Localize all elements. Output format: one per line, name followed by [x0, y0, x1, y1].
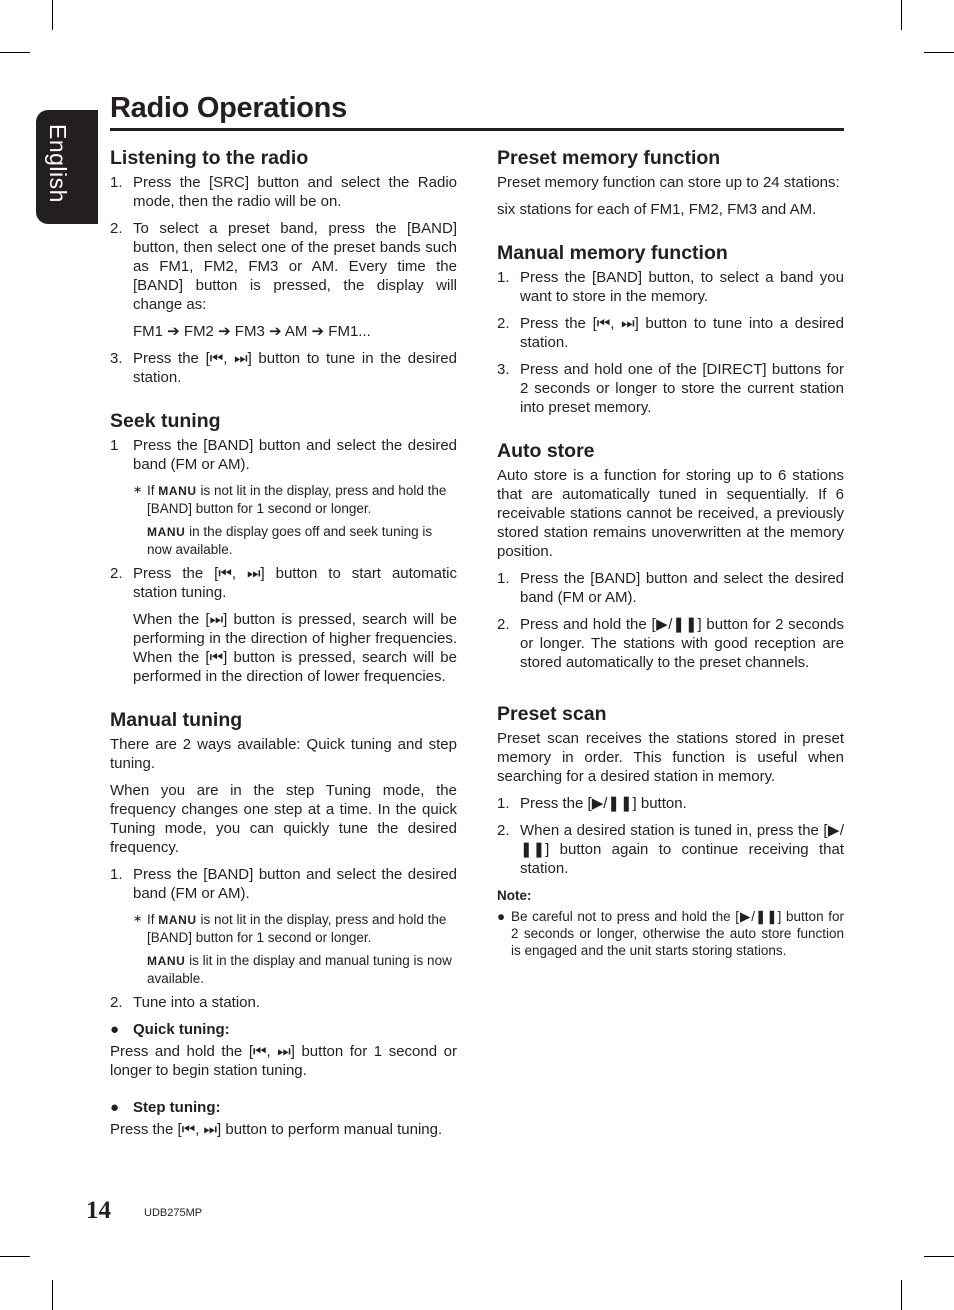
- paragraph: six stations for each of FM1, FM2, FM3 and AM.: [497, 201, 817, 218]
- manu-indicator: MANU: [158, 913, 197, 927]
- asterisk-note: ∗ If MANU is not lit in the display, press and hold the [BAND] button for 1 second or longer.: [133, 912, 447, 945]
- manu-indicator: MANU: [158, 484, 197, 498]
- right-column: [497, 146, 844, 959]
- bullet-icon: ●: [110, 1099, 120, 1116]
- section-heading: Manual memory function: [497, 242, 728, 264]
- asterisk-note-continued: MANU is lit in the display and manual tuning is now available.: [147, 953, 452, 986]
- list-item: 3. Press the [⏮, ⏭] button to tune in the desired station.: [110, 350, 457, 386]
- language-tab-label: English: [45, 124, 71, 203]
- section-preset-scan: [497, 702, 844, 959]
- manu-indicator: MANU: [147, 525, 186, 539]
- list-item: 1 Press the [BAND] button and select the desired band (FM or AM).: [110, 437, 457, 473]
- list-item: 3. Press and hold one of the [DIRECT] buttons for 2 seconds or longer to store the current station into preset memory.: [497, 361, 844, 416]
- section-heading: Auto store: [497, 440, 595, 462]
- list-item: 2. Tune into a station.: [110, 994, 261, 1011]
- section-heading: Preset memory function: [497, 147, 721, 169]
- section-heading: Seek tuning: [110, 410, 221, 432]
- crop-mark: [924, 52, 954, 53]
- section-auto-store: [497, 439, 844, 672]
- list-item: 2. Press and hold the [▶/❚❚] button for 2 seconds or longer. The stations with good reception are stored automatically to the preset channels.: [497, 616, 844, 671]
- list-item: 2. Press the [⏮, ⏭] button to tune into a desired station.: [497, 315, 844, 351]
- crop-mark: [901, 0, 902, 30]
- note: ● Be careful not to press and hold the [▶/❚❚] button for 2 seconds or longer, otherwise the auto store function is engaged and the unit starts storing stations.: [497, 909, 844, 958]
- asterisk-note: ∗ If MANU is not lit in the display, press and hold the [BAND] button for 1 second or longer.: [133, 483, 447, 516]
- list-item: 2. Press the [⏮, ⏭] button to start automatic station tuning.: [110, 565, 457, 601]
- list-item: 2. To select a preset band, press the [BAND] button, then select one of the preset bands such as FM1, FM2, FM3 or AM. Every time the [BAND] button is pressed, the display will change as:: [110, 220, 457, 313]
- note-label: Note:: [497, 888, 532, 903]
- title-rule: [110, 128, 844, 131]
- bullet-icon: ●: [497, 909, 506, 924]
- section-heading: Preset scan: [497, 703, 607, 725]
- asterisk-note-continued: MANU in the display goes off and seek tuning is now available.: [147, 524, 433, 557]
- crop-mark: [52, 1280, 53, 1310]
- list-item: 1. Press the [BAND] button and select the desired band (FM or AM).: [110, 866, 457, 902]
- band-cycle: FM1 ➔ FM2 ➔ FM3 ➔ AM ➔ FM1...: [133, 323, 371, 340]
- section-seek: [110, 409, 457, 686]
- crop-mark: [52, 0, 53, 30]
- list-item: 1. Press the [BAND] button, to select a band you want to store in the memory.: [497, 269, 844, 305]
- page-number: 14: [86, 1197, 111, 1224]
- section-listening: [110, 146, 457, 387]
- subheading-step-tuning: ● Step tuning:: [110, 1099, 221, 1116]
- crop-mark: [0, 52, 30, 53]
- paragraph: Press the [⏮, ⏭] button to perform manual tuning.: [110, 1121, 443, 1138]
- paragraph: Preset memory function can store up to 24 stations:: [497, 174, 840, 191]
- list-item: 1. Press the [SRC] button and select the Radio mode, then the radio will be on.: [110, 174, 457, 210]
- page-title: Radio Operations: [110, 92, 347, 124]
- list-item: 2. When a desired station is tuned in, press the [▶/❚❚] button again to continue receiving that station.: [497, 822, 844, 877]
- left-column: [110, 146, 457, 1147]
- paragraph: There are 2 ways available: Quick tuning and step tuning.: [110, 736, 457, 772]
- subheading-quick-tuning: ● Quick tuning:: [110, 1021, 230, 1038]
- paragraph: Press and hold the [⏮, ⏭] button for 1 second or longer to begin station tuning.: [110, 1043, 457, 1079]
- section-manual-tuning: [110, 708, 457, 1139]
- bullet-icon: ●: [110, 1021, 120, 1038]
- section-preset-memory: [497, 146, 844, 219]
- model-code: UDB275MP: [144, 1207, 203, 1219]
- paragraph: Auto store is a function for storing up to 6 stations that are automatically tuned in sequentially. If 6 receivable stations cannot be received, a previously stored station remains unoverwritten at the memory position.: [497, 467, 844, 560]
- language-tab: [36, 110, 98, 224]
- crop-mark: [901, 1280, 902, 1310]
- manu-indicator: MANU: [147, 954, 186, 968]
- crop-mark: [0, 1256, 30, 1257]
- crop-mark: [924, 1256, 954, 1257]
- paragraph: Preset scan receives the stations stored in preset memory in order. This function is useful when searching for a desired station in memory.: [497, 730, 844, 785]
- section-heading: Listening to the radio: [110, 147, 309, 169]
- list-item: 1. Press the [▶/❚❚] button.: [497, 795, 687, 812]
- paragraph: When you are in the step Tuning mode, the frequency changes one step at a time. In the quick Tuning mode, you can quickly tune the desired frequency.: [110, 782, 457, 856]
- list-item: 1. Press the [BAND] button and select the desired band (FM or AM).: [497, 570, 844, 606]
- section-manual-memory: [497, 241, 844, 417]
- paragraph: When the [⏭] button is pressed, search will be performing in the direction of higher frequencies. When the [⏮] button is pressed, search will be performed in the direction of lower frequencies.: [133, 611, 457, 685]
- section-heading: Manual tuning: [110, 709, 243, 731]
